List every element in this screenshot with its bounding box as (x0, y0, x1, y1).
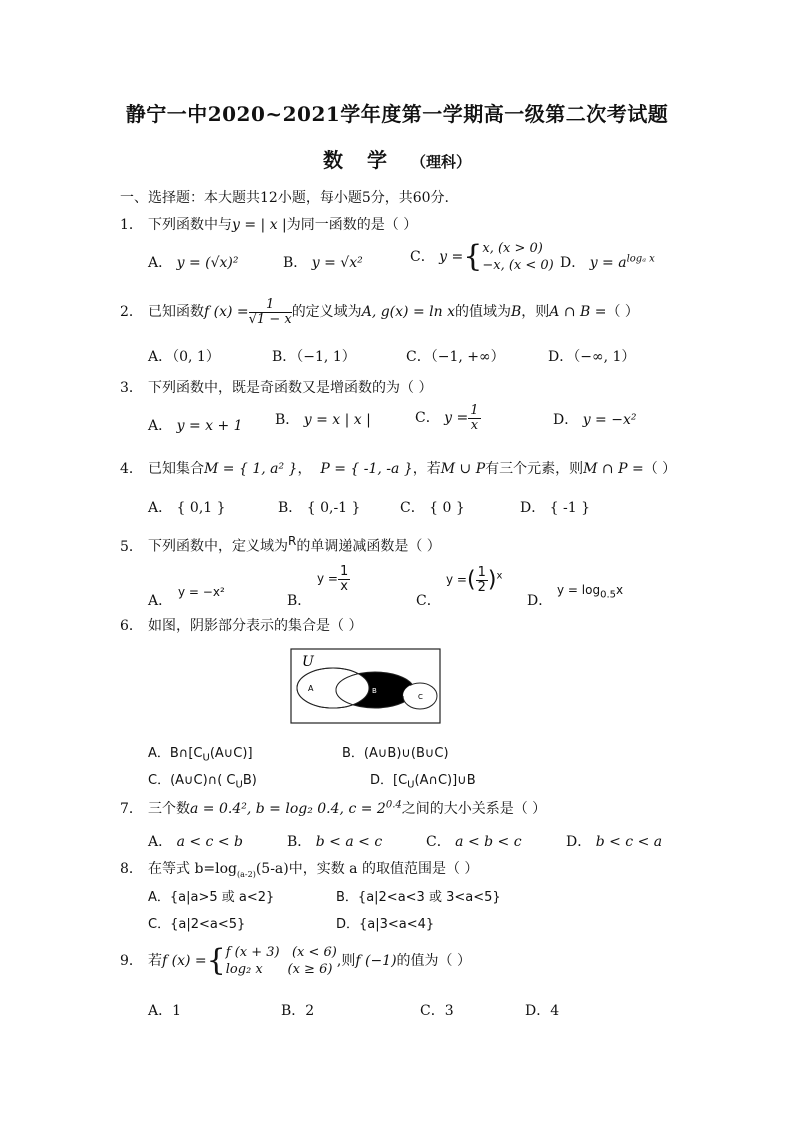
q6-option-a (148, 742, 253, 764)
q2-option-d: D．（−∞, 1） (548, 349, 636, 365)
case-line: x, (x > 0) (482, 241, 543, 256)
question-stem: 下列函数中，既是奇函数又是增函数的为（ ） (148, 380, 433, 396)
option-label: C． (415, 410, 440, 427)
q5-option-d (557, 583, 623, 600)
venn-label-u: U (302, 654, 314, 670)
math-expression: b < a < c (315, 834, 383, 850)
option-label: D． (553, 412, 579, 428)
q4-option-b: B． { 0,-1 } (278, 500, 361, 516)
question-1 (120, 214, 417, 234)
q1-option-a (148, 252, 238, 272)
venn-label-a: A (308, 684, 314, 693)
question-stem: 已知函数 (148, 304, 204, 321)
question-number: 6． (120, 618, 143, 634)
math-expression: f (−1) (355, 953, 397, 969)
option-text: C．(A∪C)∩( C (148, 773, 236, 788)
fraction (338, 565, 350, 593)
paren-symbol: ) (487, 567, 497, 593)
q5-option-c-label: C． (416, 593, 441, 609)
fraction (249, 298, 292, 326)
question-4 (120, 458, 676, 478)
math-expression: M ∪ P (440, 461, 486, 477)
question-stem: 的值为（ ） (396, 953, 471, 969)
q3-option-b (275, 409, 371, 429)
q7-option-a (148, 831, 243, 851)
math-expression: f (x) = (162, 953, 207, 969)
question-stem: ,则 (336, 953, 356, 969)
q3-option-a (148, 415, 243, 435)
math-superscript: 0.4 (385, 799, 402, 811)
q9-option-a: A．1 (148, 1003, 182, 1019)
math-expression: y = a (589, 255, 627, 271)
question-8 (120, 858, 478, 879)
option-label: A． (148, 255, 173, 271)
option-label: D． (566, 834, 592, 850)
question-6 (120, 615, 362, 635)
question-stem: 如图，阴影部分表示的集合是（ ） (148, 618, 363, 634)
question-number: 1． (120, 217, 143, 233)
q8-option-d: D．{a|3<a<4} (336, 917, 435, 932)
fraction-denominator: x (470, 417, 479, 433)
math-expression: a < c < b (176, 834, 243, 850)
question-stem: ，则 (521, 304, 550, 321)
fraction-numerator: 1 (339, 564, 349, 579)
math-subscript: 0.5 (600, 589, 616, 601)
math-expression: y = (444, 410, 469, 427)
q7-option-b (287, 831, 382, 851)
question-stem: （ ） (643, 461, 677, 477)
q6-option-d (370, 769, 476, 791)
option-label: D． (560, 255, 586, 271)
option-label: B． (283, 255, 308, 271)
q5-option-b-label: B． (287, 593, 312, 609)
question-stem: 的单调递减函数是（ ） (296, 538, 441, 555)
math-expression: b < c < a (595, 834, 663, 850)
question-stem: 的定义域为 (291, 304, 362, 321)
fraction-denominator: 2 (477, 579, 486, 595)
math-expression: y = (317, 571, 338, 586)
math-expression: y = −x² (582, 412, 637, 428)
subject-name: 数学 (322, 148, 411, 172)
venn-label-c: C (418, 693, 423, 701)
math-set-symbol: R (288, 534, 297, 548)
q6-option-b: B．(A∪B)∪(B∪C) (342, 746, 449, 761)
fraction-denominator: √1 − x (248, 311, 292, 327)
question-number: 3． (120, 380, 143, 396)
case-line: log₂ x (x ≥ 6) (225, 962, 333, 977)
question-5 (120, 534, 441, 556)
option-label: B． (275, 412, 300, 428)
fraction-denominator: x (340, 578, 348, 594)
option-label: C． (410, 249, 435, 265)
q7-option-c (426, 831, 522, 851)
fraction-numerator: 1 (249, 298, 292, 313)
question-stem: ， (297, 461, 312, 477)
math-expression: a < b < c (455, 834, 522, 850)
question-stem: ，若 (412, 461, 441, 477)
q2-option-c: C．（−1, +∞） (406, 349, 505, 365)
math-expression: M = { 1, a² } (204, 461, 298, 477)
math-expression: P = { -1, -a } (320, 461, 413, 477)
q7-option-d (566, 831, 662, 851)
fraction-numerator: 1 (477, 565, 486, 580)
question-number: 9． (120, 953, 143, 969)
question-number: 5． (120, 538, 143, 555)
math-superscript: x (496, 570, 503, 582)
venn-label-b: B (372, 687, 377, 695)
math-superscript: logₐ x (626, 253, 655, 265)
q4-option-a: A． { 0,1 } (148, 500, 226, 516)
question-number: 8． (120, 861, 143, 877)
math-expression: x (615, 583, 624, 597)
q3-option-c (415, 404, 481, 432)
q9-option-c: C．3 (420, 1003, 454, 1019)
question-stem: 下列函数中与 (148, 217, 232, 233)
math-expression: a = 0.4², b = log₂ 0.4, c = 2 (190, 801, 386, 817)
option-text: A．B∩[C (148, 746, 203, 761)
q5-option-a-expr: y = −x² (178, 585, 225, 599)
question-stem: 若 (148, 953, 162, 969)
question-number: 2． (120, 304, 143, 321)
math-expression: f (x) = (204, 304, 249, 321)
question-stem: 有三个元素，则 (485, 461, 584, 477)
math-expression: y = (446, 572, 467, 587)
q5-option-a-label: A． (148, 593, 173, 609)
math-expression: B (510, 304, 522, 321)
question-stem: （ ） (606, 304, 639, 321)
question-stem: 之间的大小关系是（ ） (401, 801, 547, 817)
option-text: B) (242, 773, 257, 788)
math-expression: M ∩ P = (583, 461, 644, 477)
question-number: 4． (120, 461, 143, 477)
option-text: (A∪C)] (209, 746, 253, 761)
q6-option-c (148, 769, 257, 791)
math-expression: y = (439, 249, 464, 265)
section-heading: 一、选择题：本大题共12小题，每小题5分，共60分. (120, 190, 449, 206)
q4-option-c: C． { 0 } (400, 500, 465, 516)
case-line: f (x + 3) (x < 6) (225, 945, 337, 960)
q1-option-c (410, 240, 554, 274)
question-3 (120, 377, 432, 397)
question-stem: 已知集合 (148, 461, 204, 477)
math-expression: y = x + 1 (176, 418, 243, 434)
math-expression: , g(x) = ln x (371, 304, 455, 321)
option-label: B． (287, 834, 312, 850)
option-label: A． (148, 418, 173, 434)
brace-symbol: { (206, 943, 226, 978)
q3-option-d (553, 409, 636, 429)
subject-note: （理科） (410, 153, 471, 171)
q4-option-d: D． { -1 } (520, 500, 591, 516)
q5-option-c (446, 566, 502, 594)
page-title: 静宁一中2020~2021学年度第一学期高一级第二次考试题 (125, 102, 669, 126)
brace-symbol: { (463, 239, 483, 274)
question-stem: 下列函数中，定义域为 (148, 538, 288, 555)
q5-option-d-label: D． (527, 593, 553, 609)
question-stem: 的值域为 (454, 304, 511, 321)
math-expression: y = (√x)² (176, 255, 239, 271)
q1-option-d (560, 252, 655, 272)
q8-option-c: C．{a|2<a<5} (148, 917, 246, 932)
math-subscript: U (407, 779, 415, 791)
math-expression: y = | x | (232, 217, 287, 233)
q8-option-a: A．{a|a>5 或 a<2} (148, 890, 275, 905)
question-stem: 在等式 b=log (148, 861, 238, 877)
piecewise-cases (226, 944, 337, 978)
question-number: 7． (120, 801, 143, 817)
math-subscript: (a-2) (237, 869, 256, 879)
fraction-numerator: 1 (470, 403, 479, 418)
math-expression: A (361, 304, 372, 321)
option-label: A． (148, 834, 173, 850)
q9-option-b: B．2 (281, 1003, 315, 1019)
fraction (476, 566, 488, 594)
math-expression: A ∩ B = (549, 304, 607, 321)
question-stem: 三个数 (148, 801, 190, 817)
q9-option-d: D．4 (525, 1003, 560, 1019)
piecewise-cases (482, 240, 553, 274)
q1-option-b (283, 252, 363, 272)
question-7 (120, 798, 546, 818)
math-expression: y = √x² (311, 255, 363, 271)
math-expression: y = x | x | (303, 412, 371, 428)
venn-diagram (290, 648, 442, 726)
question-stem: (5-a)中，实数 a 的取值范围是（ ） (255, 861, 479, 877)
math-subscript: U (235, 779, 243, 791)
q8-option-b: B．{a|2<a<3 或 3<a<5} (336, 890, 501, 905)
question-stem: 为同一函数的是（ ） (286, 217, 418, 233)
question-9 (120, 944, 471, 978)
option-text: D．[C (370, 773, 408, 788)
question-2 (120, 298, 639, 326)
option-label: C． (426, 834, 451, 850)
q2-option-a: A．（0, 1） (148, 349, 220, 365)
option-text: (A∩C)]∪B (414, 773, 476, 788)
q2-option-b: B．（−1, 1） (272, 349, 356, 365)
paren-symbol: ( (466, 567, 476, 593)
fraction (468, 404, 480, 432)
math-expression: y = log (557, 583, 601, 597)
math-subscript: U (202, 752, 210, 764)
q5-option-b (317, 565, 350, 593)
subject-heading (0, 144, 794, 173)
case-line: −x, (x < 0) (482, 258, 554, 273)
